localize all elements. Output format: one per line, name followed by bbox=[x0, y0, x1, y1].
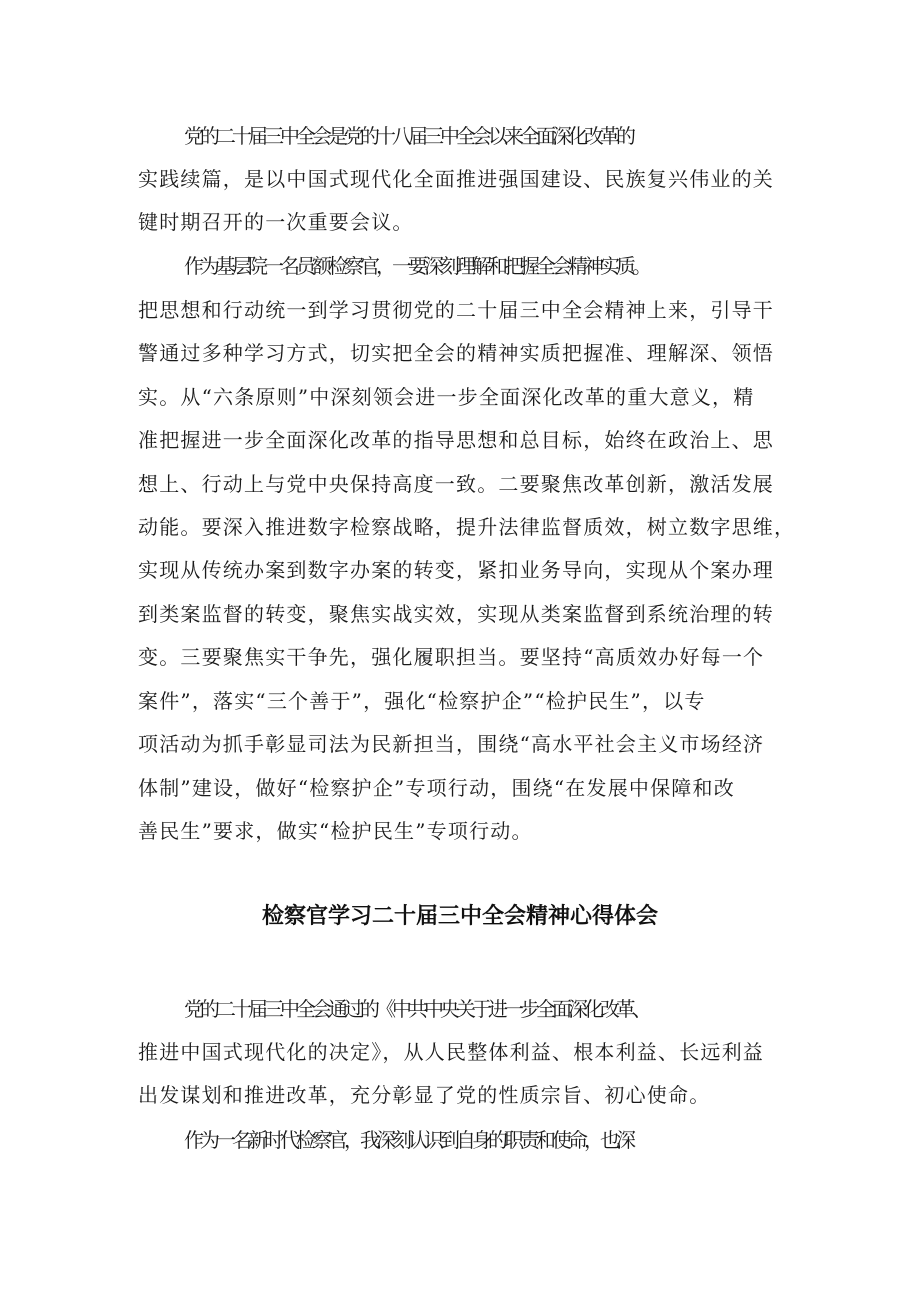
paragraph-line: 实。从“六条原则”中深刻领会进一步全面深化改革的重大意义，精 bbox=[138, 385, 755, 409]
paragraph-line: 键时期召开的一次重要会议。 bbox=[138, 210, 414, 234]
paragraph-line: 党的二十届三中全会通过的《中共中央关于进一步全面深化改革、 bbox=[184, 997, 648, 1021]
paragraph-line: 案件”，落实“三个善于”，强化“检察护企”“检护民生”，以专 bbox=[138, 689, 706, 713]
paragraph-line: 到类案监督的转变，聚焦实战实效，实现从类案监督到系统治理的转 bbox=[138, 602, 774, 626]
paragraph-line: 把思想和行动统一到学习贯彻党的二十届三中全会精神上来，引导干 bbox=[138, 298, 774, 322]
paragraph-line: 准把握进一步全面深化改革的指导思想和总目标，始终在政治上、思 bbox=[138, 428, 774, 452]
paragraph-line: 项活动为抓手彰显司法为民新担当，围绕“高水平社会主义市场经济 bbox=[138, 732, 765, 756]
paragraph-line: 作为基层院一名员额检察官，一要深刻理解和把握全会精神实质。 bbox=[184, 254, 648, 278]
paragraph-line: 动能。要深入推进数字检察战略，提升法律监督质效，树立数字思维， bbox=[138, 515, 796, 539]
paragraph-line: 实践续篇，是以中国式现代化全面推进强国建设、民族复兴伟业的关 bbox=[138, 167, 774, 191]
paragraph-line: 想上、行动上与党中央保持高度一致。二要聚焦改革创新，激活发展 bbox=[138, 472, 774, 496]
paragraph-line: 警通过多种学习方式，切实把全会的精神实质把握准、理解深、领悟 bbox=[138, 341, 774, 365]
paragraph-line: 党的二十届三中全会是党的十八届三中全会以来全面深化改革的 bbox=[184, 124, 632, 148]
paragraph-line: 推进中国式现代化的决定》，从人民整体利益、根本利益、长远利益 bbox=[138, 1040, 764, 1064]
paragraph-line: 善民生”要求，做实“检护民生”专项行动。 bbox=[138, 819, 533, 843]
section-heading: 检察官学习二十届三中全会精神心得体会 bbox=[261, 904, 658, 929]
paragraph-line: 变。三要聚焦实干争先，强化履职担当。要坚持“高质效办好每一个 bbox=[138, 645, 765, 669]
paragraph-line: 作为一名新时代检察官，我深刻认识到自身的职责和使命，也深 bbox=[184, 1128, 632, 1152]
paragraph-line: 实现从传统办案到数字办案的转变，紧扣业务导向，实现从个案办理 bbox=[138, 558, 774, 582]
paragraph-line: 出发谋划和推进改革，充分彰显了党的性质宗旨、初心使命。 bbox=[138, 1083, 711, 1107]
paragraph-line: 体制”建设，做好“检察护企”专项行动，围绕“在发展中保障和改 bbox=[138, 776, 735, 800]
